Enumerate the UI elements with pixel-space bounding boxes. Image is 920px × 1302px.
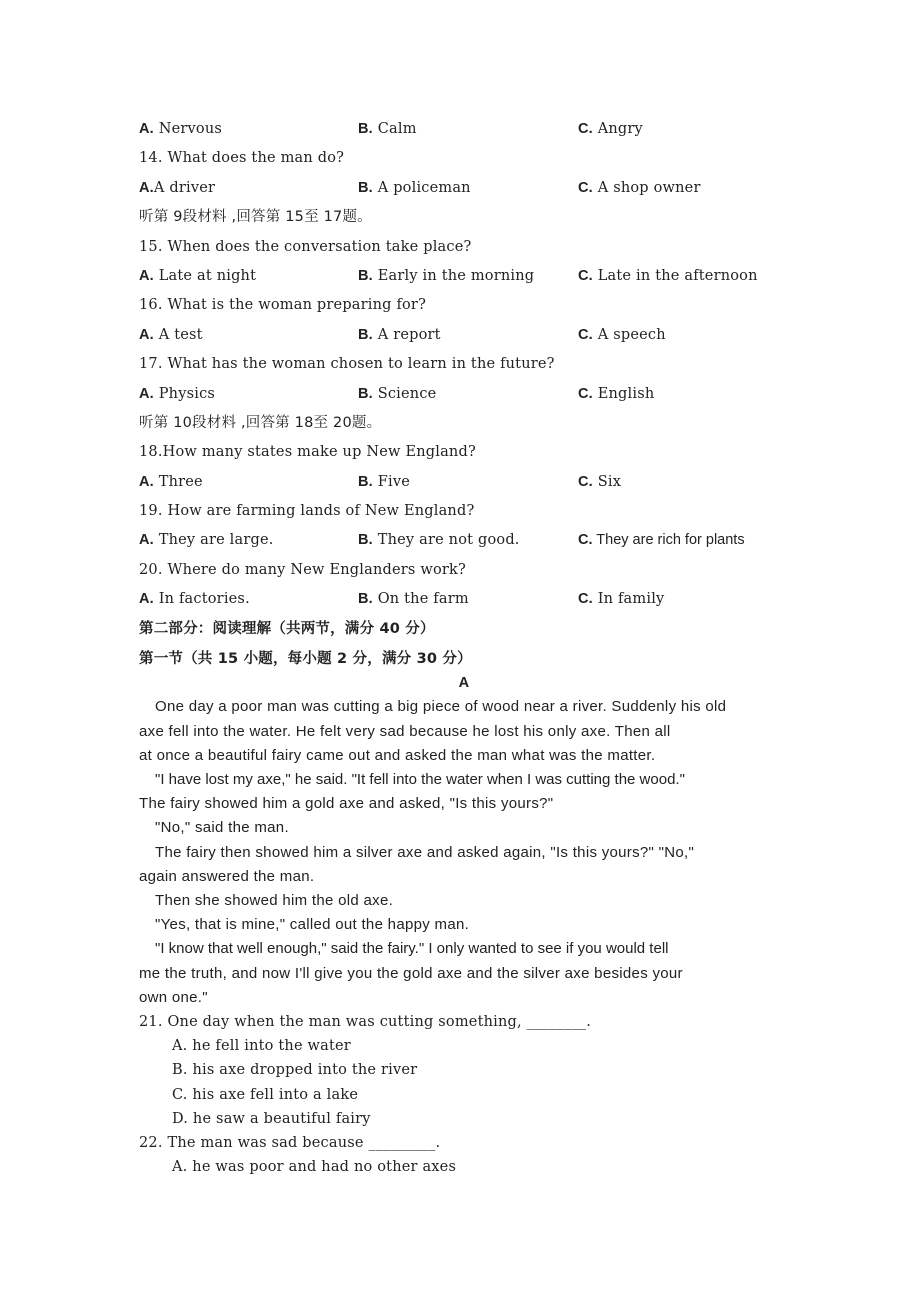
passage-line: "I have lost my axe," he said. "It fell into the water when I was cutting the wood." bbox=[155, 771, 685, 789]
q15-options bbox=[139, 265, 789, 294]
passage-line: One day a poor man was cutting a big piece of wood near a river. Suddenly his old bbox=[155, 698, 727, 716]
q14-option-b: B. A policeman bbox=[358, 179, 471, 196]
q17-option-b: B. Science bbox=[358, 385, 437, 402]
q21-option: C. his axe fell into a lake bbox=[172, 1086, 359, 1103]
q21-option: A. he fell into the water bbox=[172, 1038, 351, 1055]
q19-option-a: A. They are large. bbox=[139, 532, 274, 549]
q18-option-b: B. Five bbox=[358, 473, 410, 490]
exam-page bbox=[139, 118, 789, 1180]
section1-heading: 第一节（共 15 小题，每小题 2 分，满分 30 分） bbox=[139, 651, 472, 668]
q22-question: 22. The man was sad because _________. bbox=[139, 1135, 441, 1152]
q22-option: A. he was poor and had no other axes bbox=[172, 1159, 457, 1176]
passage-line: own one." bbox=[139, 988, 208, 1006]
q20-options bbox=[139, 588, 789, 617]
q21-question: 21. One day when the man was cutting something, ________. bbox=[139, 1014, 592, 1031]
q18-question: 18.How many states make up New England? bbox=[139, 444, 476, 461]
q16-option-c: C. A speech bbox=[578, 326, 666, 343]
q15-option-b: B. Early in the morning bbox=[358, 267, 535, 284]
q21-option: B. his axe dropped into the river bbox=[172, 1062, 418, 1079]
q20-question: 20. Where do many New Englanders work? bbox=[139, 561, 466, 578]
q20-option-b: B. On the farm bbox=[358, 591, 469, 608]
part2-heading: 第二部分：阅读理解（共两节，满分 40 分） bbox=[139, 620, 435, 637]
passage-line: "Yes, that is mine," called out the happy man. bbox=[155, 916, 470, 934]
passage-line: "No," said the man. bbox=[155, 819, 289, 837]
q18-option-a: A. Three bbox=[139, 473, 203, 490]
q15-option-c: C. Late in the afternoon bbox=[578, 267, 758, 284]
q15-question: 15. When does the conversation take place? bbox=[139, 238, 472, 255]
q16-option-a: A. A test bbox=[139, 326, 203, 343]
passage-line: again answered the man. bbox=[139, 867, 315, 885]
passage-line: The fairy then showed him a silver axe and asked again, "Is this yours?" "No," bbox=[155, 843, 695, 861]
q14-question: 14. What does the man do? bbox=[139, 150, 345, 167]
q18-option-c: C. Six bbox=[578, 473, 622, 490]
q19-option-b: B. They are not good. bbox=[358, 532, 520, 549]
passage-line: axe fell into the water. He felt very sad because he lost his only axe. Then all bbox=[139, 722, 671, 740]
passage-line: Then she showed him the old axe. bbox=[155, 892, 394, 910]
passage bbox=[139, 695, 789, 1010]
q16-question: 16. What is the woman preparing for? bbox=[139, 297, 427, 314]
q21-option: D. he saw a beautiful fairy bbox=[172, 1110, 371, 1127]
q13-options bbox=[139, 118, 789, 147]
q13-option-b: B. Calm bbox=[358, 121, 417, 137]
q19-question: 19. How are farming lands of New England? bbox=[139, 503, 475, 520]
q16-options bbox=[139, 324, 789, 353]
q15-option-a: A. Late at night bbox=[139, 267, 257, 284]
passage-label: A bbox=[458, 675, 470, 692]
q18-options bbox=[139, 471, 789, 500]
q17-options bbox=[139, 383, 789, 412]
passage-line: me the truth, and now I'll give you the gold axe and the silver axe besides your bbox=[139, 964, 683, 982]
q17-option-a: A. Physics bbox=[139, 385, 216, 402]
passage-line: at once a beautiful fairy came out and asked the man what was the matter. bbox=[139, 746, 656, 764]
q19-options bbox=[139, 529, 789, 558]
q13-option-c: C. Angry bbox=[578, 121, 643, 137]
q17-option-c: C. English bbox=[578, 385, 655, 402]
q16-option-b: B. A report bbox=[358, 326, 441, 343]
passage-line: "I know that well enough," said the fairy." I only wanted to see if you would tell bbox=[155, 940, 669, 958]
q14-options bbox=[139, 177, 789, 206]
passage-line: The fairy showed him a gold axe and asked, "Is this yours?" bbox=[139, 795, 554, 813]
section10-instruction: 听第 10段材料 ,回答第 18至 20题。 bbox=[139, 414, 382, 431]
q14-option-c: C. A shop owner bbox=[578, 179, 701, 196]
q19-option-c: C. They are rich for plants bbox=[578, 532, 745, 549]
q14-option-a: A.A driver bbox=[139, 179, 216, 196]
q20-option-c: C. In family bbox=[578, 591, 665, 608]
q17-question: 17. What has the woman chosen to learn in the future? bbox=[139, 356, 555, 373]
q20-option-a: A. In factories. bbox=[139, 591, 250, 608]
section9-instruction: 听第 9段材料 ,回答第 15至 17题。 bbox=[139, 209, 372, 226]
q13-option-a: A. Nervous bbox=[139, 121, 223, 137]
